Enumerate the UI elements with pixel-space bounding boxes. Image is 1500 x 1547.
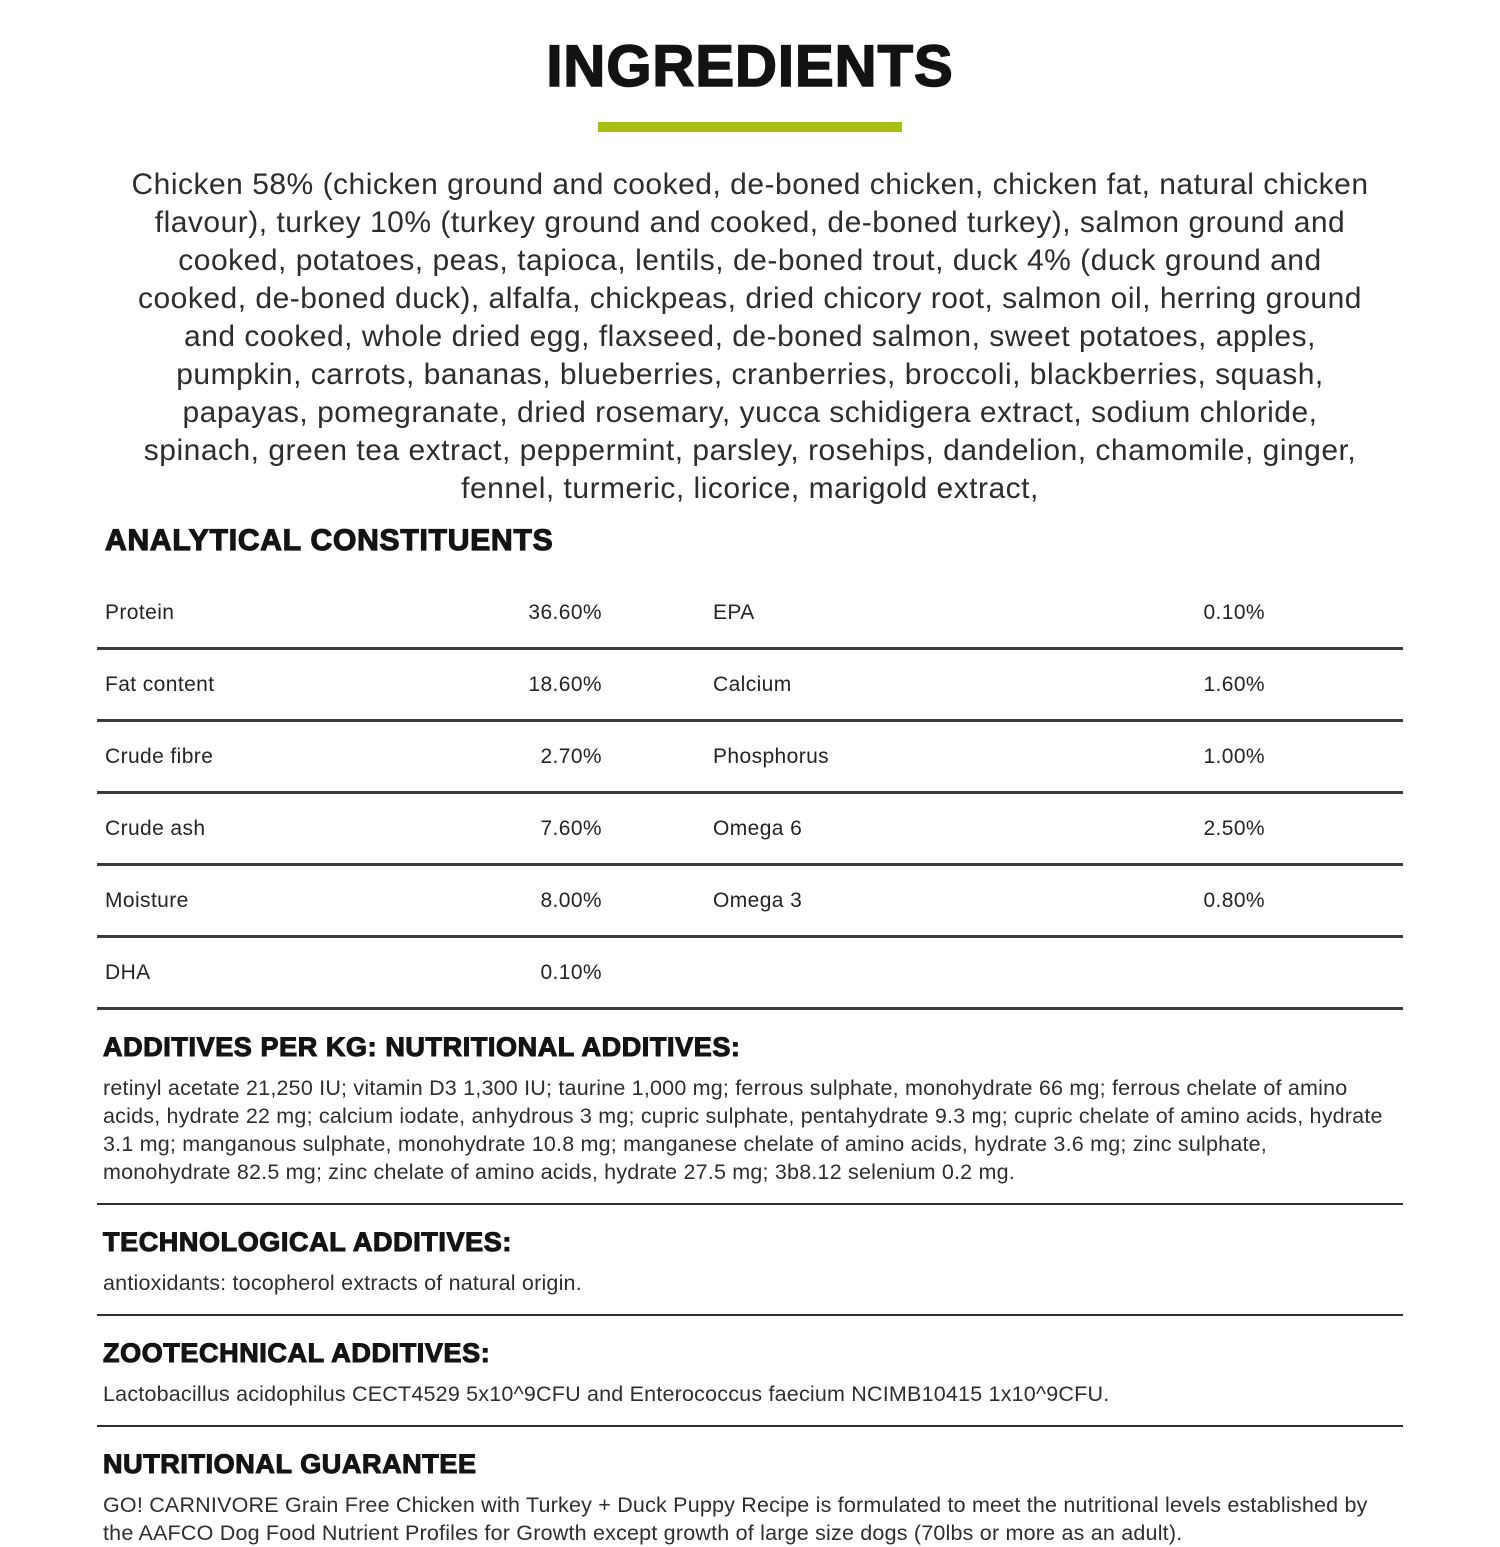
nutrient-label: Fat content: [105, 672, 215, 696]
analytical-constituents-heading: ANALYTICAL CONSTITUENTS: [105, 524, 554, 557]
nutrient-label: Protein: [105, 600, 175, 624]
section-technological-additives: [97, 1227, 1403, 1316]
technological-additives-heading: TECHNOLOGICAL ADDITIVES:: [103, 1227, 512, 1257]
section-nutritional-guarantee: [97, 1449, 1403, 1547]
nutrient-label: Omega 6: [713, 816, 803, 840]
nutrient-value: 1.00%: [1203, 744, 1265, 768]
zootechnical-additives-heading: ZOOTECHNICAL ADDITIVES:: [103, 1338, 491, 1368]
nutrient-value: 18.60%: [528, 672, 602, 696]
section-nutritional-additives: [97, 1032, 1403, 1205]
nutrient-value: 0.80%: [1203, 888, 1265, 912]
nutrient-value: 2.50%: [1203, 816, 1265, 840]
nutrient-value: 8.00%: [540, 888, 602, 912]
nutrient-value: 1.60%: [1203, 672, 1265, 696]
nutritional-guarantee-body: GO! CARNIVORE Grain Free Chicken with Turkey + Duck Puppy Recipe is formulated to meet the nutritional levels established by the AAFCO Dog Food Nutrient Profiles for Growth except growth of large size dogs (70lbs or more as an adult).: [103, 1493, 1368, 1545]
nutritional-additives-body: retinyl acetate 21,250 IU; vitamin D3 1,300 IU; taurine 1,000 mg; ferrous sulphate, monohydrate 66 mg; ferrous chelate of amino acids, hydrate 22 mg; calcium iodate, anhydrous 3 mg; cupric sulphate, pentahydrate 9.3 mg; cupric chelate of amino acids, hydrate 3.1 mg; manganous sulphate, monohydrate 10.8 mg; manganese chelate of amino acids, hydrate 3.6 mg; zinc sulphate, monohydrate 82.5 mg; zinc chelate of amino acids, hydrate 27.5 mg; 3b8.12 selenium 0.2 mg.: [103, 1076, 1383, 1184]
nutrient-value: 7.60%: [540, 816, 602, 840]
table-row: [97, 650, 1403, 722]
section-divider: [97, 1203, 1403, 1205]
nutritional-guarantee-heading: NUTRITIONAL GUARANTEE: [103, 1449, 477, 1479]
analytical-constituents-table: [97, 578, 1403, 1010]
title-accent-bar: [598, 122, 902, 132]
section-divider: [97, 1314, 1403, 1316]
nutrient-label: Calcium: [713, 672, 792, 696]
ingredients-paragraph: Chicken 58% (chicken ground and cooked, de-boned chicken, chicken fat, natural chicken flavour), turkey 10% (turkey ground and cooked, de-boned turkey), salmon ground and cooked, potatoes, peas, tapioca, lentils, de-boned trout, duck 4% (duck ground and cooked, de-boned duck), alfalfa, chickpeas, dried chicory root, salmon oil, herring ground and cooked, whole dried egg, flaxseed, de-boned salmon, sweet potatoes, apples, pumpkin, carrots, bananas, blueberries, cranberries, broccoli, blackberries, squash, papayas, pomegranate, dried rosemary, yucca schidigera extract, sodium chloride, spinach, green tea extract, peppermint, parsley, rosehips, dandelion, chamomile, ginger, fennel, turmeric, licorice, marigold extract,: [131, 168, 1369, 505]
technological-additives-body: antioxidants: tocopherol extracts of natural origin.: [103, 1271, 582, 1295]
section-zootechnical-additives: [97, 1338, 1403, 1427]
nutrient-value: 0.10%: [1203, 600, 1265, 624]
page-title: INGREDIENTS: [546, 34, 954, 99]
nutrient-label: Moisture: [105, 888, 189, 912]
nutrient-value: 36.60%: [528, 600, 602, 624]
nutrient-value: 0.10%: [540, 960, 602, 984]
nutritional-additives-heading: ADDITIVES PER KG: NUTRITIONAL ADDITIVES:: [103, 1032, 741, 1062]
table-row: [97, 794, 1403, 866]
zootechnical-additives-body: Lactobacillus acidophilus CECT4529 5x10^9CFU and Enterococcus faecium NCIMB10415 1x10^9CFU.: [103, 1382, 1110, 1406]
table-row: [97, 866, 1403, 938]
nutrient-label: Phosphorus: [713, 744, 830, 768]
table-row: [97, 938, 1403, 1010]
nutrient-label: EPA: [713, 600, 755, 624]
nutrient-label: DHA: [105, 960, 151, 984]
nutrient-label: Omega 3: [713, 888, 803, 912]
table-row: [97, 578, 1403, 650]
nutrient-label: Crude fibre: [105, 744, 214, 768]
section-divider: [97, 1425, 1403, 1427]
nutrient-label: Crude ash: [105, 816, 206, 840]
nutrient-value: 2.70%: [540, 744, 602, 768]
content-area: [97, 524, 1403, 1547]
table-row: [97, 722, 1403, 794]
